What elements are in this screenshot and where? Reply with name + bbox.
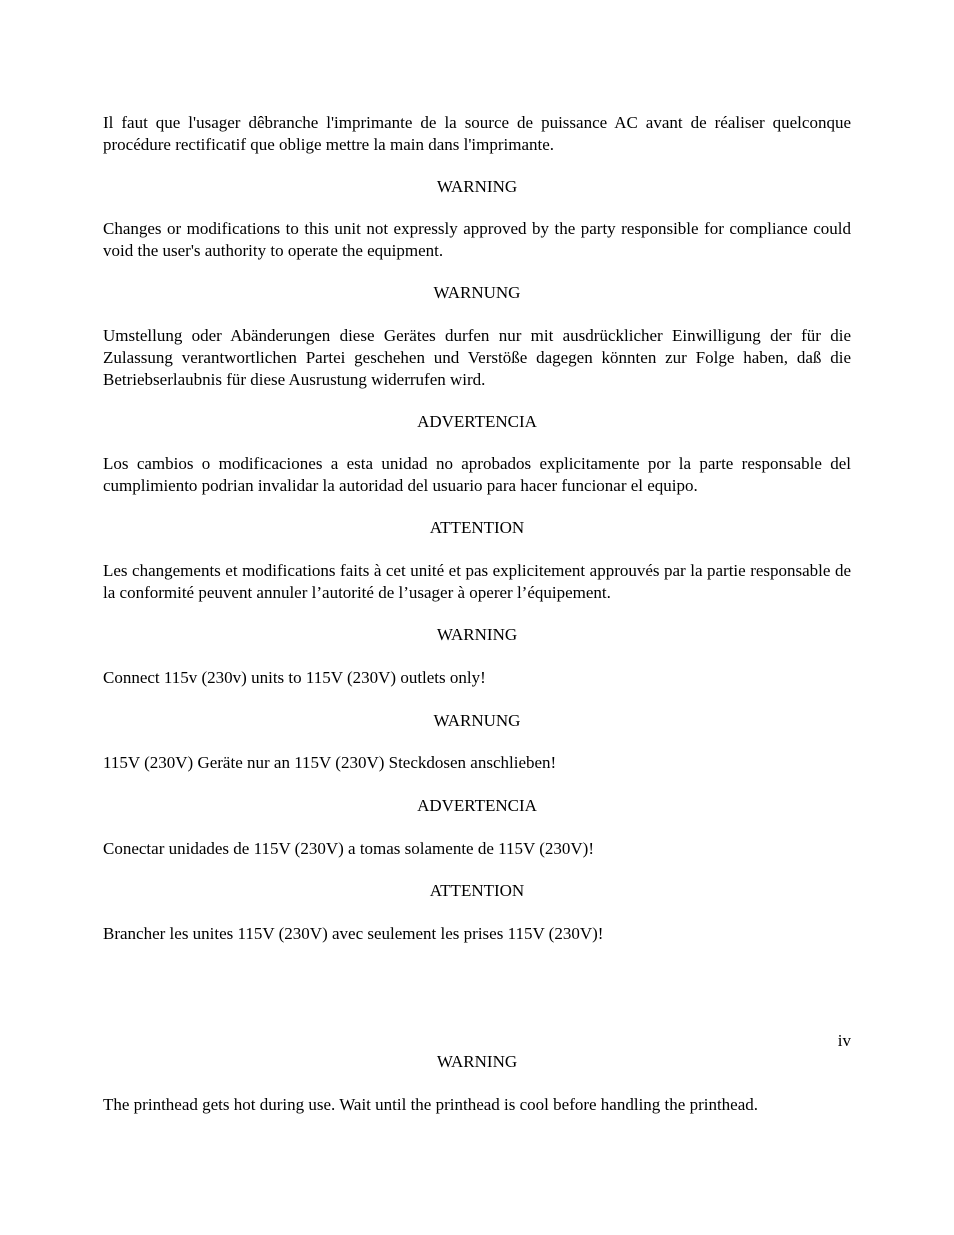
paragraph-voltage-de: 115V (230V) Geräte nur an 115V (230V) Steckdosen anschlieben!: [103, 753, 557, 772]
paragraph-voltage-es: Conectar unidades de 115V (230V) a tomas solamente de 115V (230V)!: [103, 839, 594, 858]
paragraph-voltage-en: Connect 115v (230v) units to 115V (230V) outlets only!: [103, 668, 486, 687]
heading-warning-voltage-en: WARNING: [436, 625, 518, 644]
heading-attention-fr: ATTENTION: [429, 518, 525, 537]
paragraph-modifications-es: Los cambios o modificaciones a esta unidad no aprobados explicitamente por la parte responsable del cumplimiento podrian invalidar la autoridad del usuario para hacer funcionar el equipo.: [103, 454, 851, 495]
heading-warning-en: WARNING: [436, 177, 518, 196]
intro-paragraph-fr: Il faut que l'usager dêbranche l'imprimante de la source de puissance AC avant de réaliser quelconque procédure rectificatif que oblige mettre la main dans l'imprimante.: [103, 113, 851, 154]
paragraph-modifications-de: Umstellung oder Abänderungen diese Gerätes durfen nur mit ausdrücklicher Einwilligung der für die Zulassung verantwortlichen Partei geschehen und Verstößе dagegen könnten zur Folge haben, daß die Betriebserlaubnis für diese Ausrustung widerrufen wird.: [103, 326, 851, 389]
paragraph-modifications-en: Changes or modifications to this unit not expressly approved by the party responsible for compliance could void the user's authority to operate the equipment.: [103, 219, 851, 260]
heading-attention-voltage-fr: ATTENTION: [429, 881, 525, 900]
heading-warning-printhead: WARNING: [436, 1052, 518, 1071]
paragraph-voltage-fr: Brancher les unites 115V (230V) avec seulement les prises 115V (230V)!: [103, 924, 604, 943]
heading-warnung-de: WARNUNG: [433, 283, 521, 302]
heading-advertencia-voltage-es: ADVERTENCIA: [417, 796, 537, 815]
heading-warnung-voltage-de: WARNUNG: [433, 711, 521, 730]
heading-advertencia-es: ADVERTENCIA: [417, 412, 537, 431]
paragraph-printhead-hot: The printhead gets hot during use. Wait until the printhead is cool before handling the printhead.: [103, 1095, 759, 1114]
paragraph-modifications-fr: Les changements et modifications faits à cet unité et pas explicitement approuvés par la partie responsable de la conformité peuvent annuler l’autorité de l’usager à operer l’équipement.: [103, 561, 851, 602]
page-number: iv: [837, 1031, 851, 1050]
